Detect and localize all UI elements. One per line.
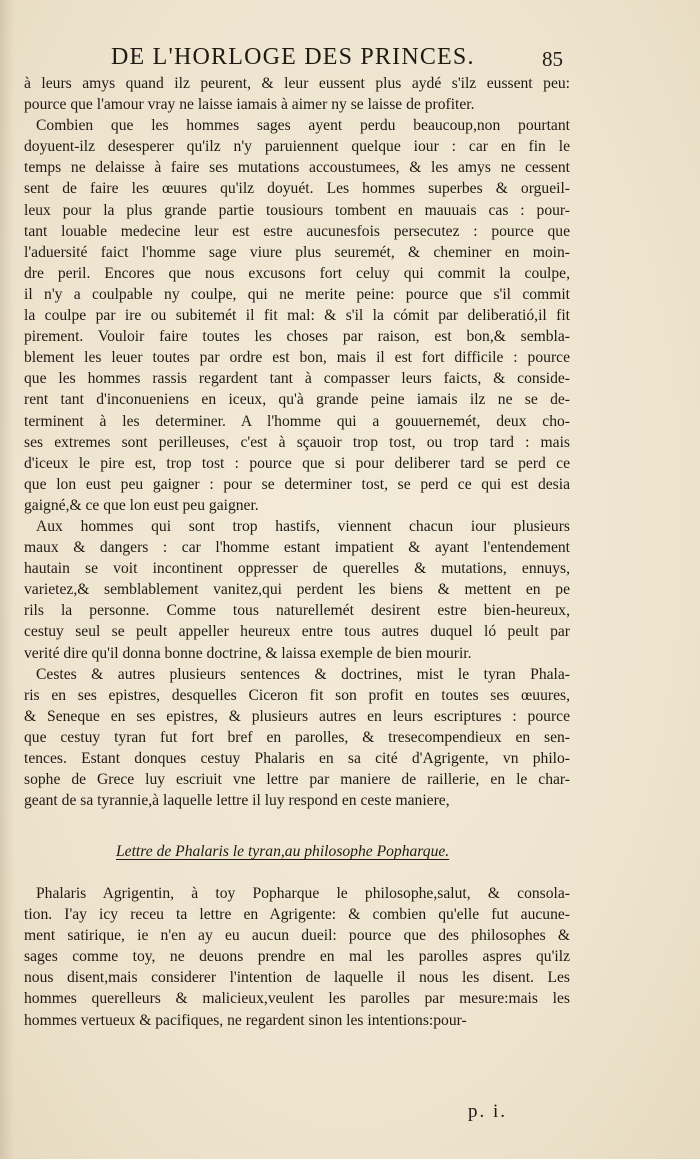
- letter-heading-text: Lettre de Phalaris le tyran,au philosophe Popharque.: [116, 843, 450, 860]
- letter-heading: [116, 843, 556, 861]
- text-line: varietez,& semblablement vanitez,qui perdent les biens & mettent en pe: [24, 581, 570, 599]
- text-line: temps ne delaisse à faire ses mutations accoustumees, & les amys ne cessent: [24, 159, 570, 177]
- gutter-shadow: [0, 0, 14, 1159]
- text-line: pirement. Vouloir faire toutes les choses par raison, est bon,& sembla-: [24, 328, 570, 346]
- text-line: Aux hommes qui sont trop hastifs, viennent chacun iour plusieurs: [36, 517, 570, 535]
- text-line: sophe de Grece luy escriuit vne lettre par maniere de raillerie, en le char-: [24, 771, 570, 789]
- text-line: hautain se voit incontinent oppresser de querelles & mutations, ennuys,: [24, 560, 570, 578]
- text-line: la coulpe par ire ou subitemét il fit mal: & s'il la cómit par deliberatió,il fit: [24, 307, 570, 325]
- text-line: nous disent,mais considerer l'intention de laquelle il nous les disent. Les: [24, 969, 570, 987]
- text-line: d'iceux le pire est, trop tost : pource que si pour deliberer tard se perd ce: [24, 454, 570, 472]
- text-line: blement les leuer toutes par ordre est bon, mais il est fort difficile : pource: [24, 349, 570, 367]
- text-line: tences. Estant donques cestuy Phalaris en sa cité d'Agrigente, vn philo-: [24, 750, 570, 767]
- text-line: pource que l'amour vray ne laisse iamais à aimer ny se laisse de profiter.: [24, 96, 475, 114]
- letter-text: [24, 883, 570, 1031]
- text-line: il n'y a coulpable ny coulpe, qui ne merite peine: pource que s'il commit: [24, 285, 570, 303]
- text-line: Cestes & autres plusieurs sentences & doctrines, mist le tyran Phala-: [36, 665, 570, 683]
- running-head: [0, 44, 700, 74]
- text-line: ment satirique, ie n'en ay eu aucun dueil: pource que des philosophes &: [24, 927, 570, 945]
- text-line: leux pour la plus grande partie tousiours tombent en mauuais cas : pour-: [24, 201, 570, 219]
- text-line: hommes vertueux & pacifiques, ne regardent sinon les intentions:pour-: [24, 1011, 467, 1029]
- text-line: rils la personne. Comme tous naturellemét desirent estre bien-heureux,: [24, 602, 570, 620]
- text-line: geant de sa tyrannie,à laquelle lettre il luy respond en ceste maniere,: [24, 792, 450, 810]
- text-line: Phalaris Agrigentin, à toy Popharque le philosophe,salut, & consola-: [36, 885, 570, 902]
- text-line: ris en ses epistres, desquelles Ciceron fit son profit en toutes ses œuures,: [24, 686, 570, 704]
- running-title: DE L'HORLOGE DES PRINCES.: [111, 44, 475, 70]
- text-line: dre peril. Encores que nous excusons fort celuy qui commit la coulpe,: [24, 264, 570, 282]
- text-line: Combien que les hommes sages ayent perdu beaucoup,non pourtant: [36, 117, 570, 135]
- text-line: que cestuy tyran fut fort bref en parolles, & tresecompendieux en sen-: [24, 728, 570, 746]
- text-line: doyuent-ilz desesperer qu'ilz n'y paruiennent quelque iour : car en fin le: [24, 138, 570, 156]
- text-line: que les hommes rassis regardent tant à compasser leurs faicts, & conside-: [24, 370, 570, 388]
- page-number: 85: [542, 47, 563, 71]
- text-line: tant louable medecine leur est estre aucunesfois persecutez : pource que: [24, 222, 570, 240]
- text-line: ses extremes sont perilleuses, c'est à sçauoir trop tost, ou trop tard : mais: [24, 433, 570, 451]
- text-line: cestuy seul se peult appeller heureux entre tous autres duquel ló peult par: [24, 623, 570, 641]
- text-line: gaigné,& ce que lon eust peu gaigner.: [24, 496, 259, 514]
- text-line: l'aduersité faict l'homme sage viure plus seuremét, & cheminer en moin-: [24, 243, 570, 261]
- text-line: sages comme toy, ne deuons prendre en mal les parolles aspres qu'ilz: [24, 948, 570, 966]
- text-line: & Seneque en ses epistres, & plusieurs autres en leurs escriptures : pource: [24, 707, 570, 725]
- text-line: à leurs amys quand ilz peurent, & leur eussent plus aydé s'ilz eussent peu:: [24, 75, 570, 92]
- body-text: [24, 73, 570, 811]
- signature-mark: p. i.: [468, 1101, 508, 1122]
- text-line: tion. I'ay icy receu ta lettre en Agrigente: & combien qu'elle fut aucune-: [24, 906, 570, 924]
- text-line: rent tant d'inconueniens en iceux, qu'à grande peine iamais ilz ne se de-: [24, 391, 570, 409]
- text-line: sent de faire les œuures qu'ilz doyuét. Les hommes superbes & orgueil-: [24, 180, 570, 198]
- text-line: terminent à les determiner. A l'homme qui a gouuernemét, deux cho-: [24, 412, 570, 430]
- text-line: que lon eust peu gaigner : pour se determiner tost, se perd ce qui est desia: [24, 475, 570, 493]
- text-line: maux & dangers : car l'homme estant impatient & ayant l'entendement: [24, 539, 570, 557]
- text-line: hommes querelleurs & malicieux,veulent les parolles par mesure:mais les: [24, 990, 570, 1008]
- text-line: verité dire qu'il donna bonne doctrine, & laissa exemple de bien mourir.: [24, 644, 472, 662]
